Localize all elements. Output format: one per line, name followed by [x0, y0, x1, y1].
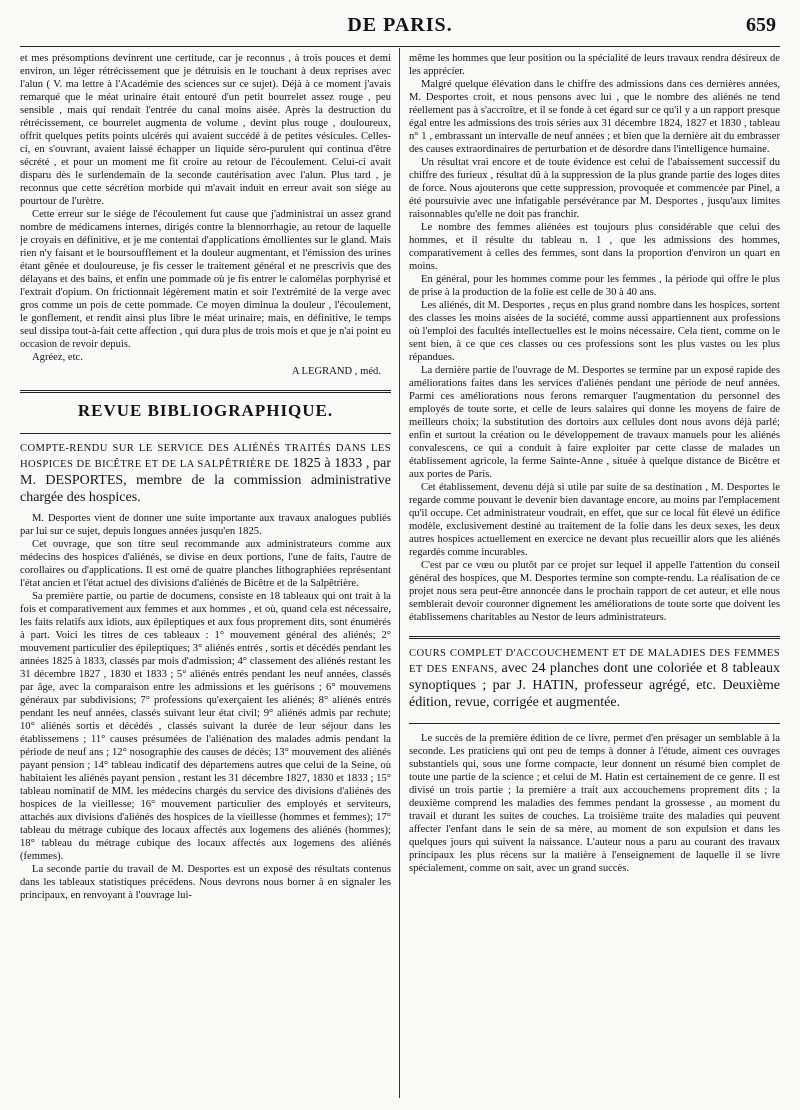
- page-number: 659: [746, 14, 776, 36]
- letter-paragraph: et mes présomptions devinrent une certitude, car je reconnus , à trois pouces et demi environ, un léger rétrécissement que je détruisis en le touchant à deux reprises avec l'alun ( V. ma lettre à l'Académie des sciences sur ce sujet). Déjà à ce moment j'avais remarqué que le méat urinaire était entouré d'un petit bourrelet assez rouge , peu sensible , mais qui rendait l'entrée du canal moins aisée. Après la destruction du rétrécissement, ce bourrelet augmenta de volume , devint plus rouge , douloureux, offrit quelques petits points ulcérés qui avaient succédé à de petites vésicules. Celles-ci, en s'ouvrant, avaient laissé échapper un liquide séro-purulent qui continua d'être sécrété , et pour un moment me fit croire au retour de l'écoulement. Celui-ci avait disparu dès le surlendemain de la seconde cautérisation avec l'alun. Plus tard , je reconnus que cette sécrétion morbide qui m'avait induit en erreur avait son siége au pourtour de l'urètre.: [20, 53, 391, 207]
- article-title-main: avec 24 planches dont une coloriée et 8 tableaux synoptiques ; par J. HATIN, professeur agrégé, etc. Deuxième édition, revue, corrigée et augmentée.: [409, 661, 780, 710]
- article-paragraph: M. Desportes vient de donner une suite importante aux travaux analogues publiés par lui sur ce sujet, depuis longues années jusqu'en 1825.: [20, 513, 391, 537]
- left-column: [20, 52, 391, 1100]
- letter-closing: Agréez, etc.: [32, 352, 83, 363]
- article-paragraph: même les hommes que leur position ou la spécialité de leurs travaux rendra désireux de les apprécier.: [409, 53, 780, 77]
- article-title-main: 1825 à 1833 , par M. DESPORTES, membre de la commission administrative chargée des hospices.: [20, 456, 391, 505]
- article-paragraph: Sa première partie, ou partie de documens, consiste en 18 tableaux qui ont trait à la fois et comparativement aux femmes et aux hommes , et où, quand cela est nécessaire, les faits relatifs aux idiots, aux épileptiques et aux fous proprement dits, sont énumérés à part. Voici les titres de ces tableaux : 1° mouvement général des aliénés; 2° mouvement particulier des épileptiques; 3° aliénés entrés , sortis et décédés pendant les années 1825 à 1833, classés par mois d'admission; 4° classement des aliénés restant les 31 décembre 1827 , 1830 et 1833 ; 5° aliénés entrés pendant les neuf années, classés par âge, avec la comparaison entre les admissions et les guérisons ; 6° mouvemens généraux par subdivisions; 7° professions qu'exerçaient les aliénés; 8° aliénés entrés pendant les neuf années, classés suivant leur état civil; 9° aliénés admis par rechute; 10° aliénés sortis et décédés , classés suivant la durée de leur séjour dans les établissemens ; 11° causes présumées de l'aliénation des malades admis pendant la période de neuf ans ; 12° nosographie des causes de décès; 13° mouvement des aliénés payant pension ; 14° tableau indicatif des départemens autres que celui de la Seine, où habitaient les aliénés payant pension , restant les 31 décembre 1827, 1830 et 1833 ; 15° tableau nominatif de MM. les médecins chargés du service des divisions d'aliénés des hospices de la vieillesse; 16° mouvement particulier des employés et serviteurs, attachés aux divisions d'aliénés des hospices de la vieillesse (hommes et femmes); 17° tableau du métrage cubique des locaux affectés aux logemens des aliénés (hommes); 18° tableau du métrage cubique des locaux affectés aux logemens des aliénés (femmes).: [20, 591, 391, 862]
- page-header: [20, 8, 780, 47]
- section-heading: REVUE BIBLIOGRAPHIQUE.: [77, 401, 334, 420]
- article-paragraph: Un résultat vrai encore et de toute évidence est celui de l'abaissement successif du chiffre des furieux , résultat dû à la suppression de la plus grande partie des loges dites de force. Nous ajouterons que cette suppression, provoquée et commencée par Pinel, a été poursuivie avec une infatigable persévérance par M. Desportes , jusqu'aux limites raisonnables qu'elle ne doit pas franchir.: [409, 157, 780, 220]
- right-column: [409, 52, 780, 1100]
- running-title: DE PARIS.: [347, 14, 453, 36]
- article-title-small: COURS COMPLET D'ACCOUCHEMENT ET DE MALADIES DES FEMMES ET DES ENFANS,: [409, 648, 780, 675]
- section-rule: [20, 390, 391, 393]
- article-paragraph: En général, pour les hommes comme pour les femmes , la période qui offre le plus de prise à la production de la folie est celle de 30 à 40 ans.: [409, 274, 780, 298]
- article-paragraph: Malgré quelque élévation dans le chiffre des admissions dans ces dernières années, M. Desportes croit, et nous pensons avec lui , que le nombre des aliénés ne tend réellement pas à s'accroître, et il se fonde à cet égard sur ce qu'il y a un rapport presque égal entre les admissions des trois séries aux 31 décembre 1824, 1827 et 1830 , tableau n° 1 , embrassant un intervalle de neuf années ; et bien que la dernière ait du embrasser des causes extraordinaires de perturbation et de désordre dans l'intelligence humaine.: [409, 79, 780, 155]
- article-paragraph: Cet ouvrage, que son titre seul recommande aux administrateurs comme aux médecins des hospices d'aliénés, se divise en deux portions, l'une de faits, l'autre de corollaires ou d'applications. Il est orné de quatre planches lithographiées représentant l'état ancien et l'état actuel des divisions d'aliénés de Bicêtre et de la Salpêtrière.: [20, 539, 391, 589]
- column-divider: [399, 48, 400, 1098]
- letter-signature: A LEGRAND , méd.: [291, 366, 381, 377]
- title-rule: [409, 723, 780, 724]
- article-paragraph: Le succès de la première édition de ce livre, permet d'en présager un semblable à la seconde. Les praticiens qui ont peu de temps à donner à l'étude, aiment ces ouvrages substantiels qui, sous une forme compacte, leur donnent un résumé bien complet de toute une partie de la science ; et celui de M. Hatin est certainement de ce genre. Il est divisé un trois partie ; la première a trait aux accouchemens proprement dits ; la deuxième comprend les maladies des femmes pendant la grossesse , au moment du travail et durant les suites de couches. La troisième traite des maladies qui peuvent affecter l'enfant dans le sein de sa mère, au moment de son expulsion et dans les quelques jours qui suivent la naissance. L'auteur nous a paru au courant des travaux principaux les plus récens sur la matière à l'enseignement de laquelle il se livre spécialement, comme on sait, avec un grand succès.: [409, 733, 780, 874]
- article-paragraph: Cet établissement, devenu déjà si utile par suite de sa destination , M. Desportes le regarde comme pouvant le devenir bien davantage encore, au moins par l'emplacement qu'il occupe. Cet administrateur voudrait, en effet, que sur ce local fût élevé un édifice modèle, exclusivement destiné au traitement de la folie dans les deux sexes, les deux autres hospices actuellement en exercice ne devant plus recueillir alors que les aliénés regardés comme incurables.: [409, 482, 780, 558]
- article-paragraph: La seconde partie du travail de M. Desportes est un exposé des résultats contenus dans les tableaux statistiques précédens. Nous devrons nous borner à en signaler les principaux, en renvoyant à l'ouvrage lui-: [20, 864, 391, 901]
- heading-rule: [20, 433, 391, 434]
- article-paragraph: Le nombre des femmes aliénées est toujours plus considérable que celui des hommes, et il résulte du tableau n. 1 , que les admissions des hommes, comparativement à celles des femmes, sont dans la proportion d'environ un quart en moins.: [409, 222, 780, 272]
- article-paragraph: La dernière partie de l'ouvrage de M. Desportes se termine par un exposé rapide des améliorations faites dans les services d'aliénés pendant une période de neuf années. Parmi ces améliorations nous ferons remarquer l'augmentation du personnel des employés de toute sorte, et celle de leurs salaires qui donne les moyens de faire de meilleurs choix; la substitution des dortoirs aux cellules dont nous avons déjà parlé; enfin et surtout la création ou le développement de travaux manuels pour les aliénés convalescens, ce qui a conduit à faire exploiter par cette classe de malades un établissement agricole, la ferme Sainte-Anne , située à quelque distance de Bicêtre et aux portes de Paris.: [409, 365, 780, 480]
- letter-paragraph: Cette erreur sur le siége de l'écoulement fut cause que j'administrai un assez grand nombre de médicamens internes, dirigés contre la blennorrhagie, au retour de laquelle je croyais en définitive, et je me contentai d'applications émollientes sur le gland. Mais rien n'y faisant et le boursoufflement et la douleur augmentant, et l'émission des urines étant gênée et douloureuse, je fis cesser le traitement général et ne prescrivis que des délayans et des bains, et enfin une pommade où je fis entrer le calomélas porphyrisé et l'extrait d'opium. On frictionnait légèrement matin et soir l'extrémité de la verge avec gros comme un pois de cette pommade. Ce moyen diminua la douleur , l'écoulement, le gonflement, et rendit ainsi plus libre le méat urinaire; mais, en définitive, le temps seul dissipa tout-à-fait cette affection , qui dura plus de trois mois et que je n'ai point eu occasion de revoir depuis.: [20, 209, 391, 350]
- article-rule: [409, 636, 780, 639]
- article-title: [409, 647, 780, 711]
- article-title: [20, 442, 391, 506]
- article-paragraph: Les aliénés, dit M. Desportes , reçus en plus grand nombre dans les hospices, sortent des classes les moins aisées de la société, comme aussi appartiennent aux professions où l'emploi des facultés intellectuelles est le moins nécessaire. Cela tient, comme on le sent bien, à ce que ces classes ou ces professions sont les plus vastes ou les plus répandues.: [409, 300, 780, 363]
- article-paragraph: C'est par ce vœu ou plutôt par ce projet sur lequel il appelle l'attention du conseil général des hospices, que M. Desportes termine son compte-rendu. La réalisation de ce projet nous sera peut-être annoncée dans le prochain rapport de cet auteur, et elle nous semblerait devoir couronner dignement les améliorations de toute sorte que doivent les établissemens charitables au Nestor de leurs administrateurs.: [409, 560, 780, 623]
- article-title-small: COMPTE-RENDU SUR LE SERVICE DES ALIÉNÉS TRAITÉS DANS LES HOSPICES DE BICÊTRE ET DE LA SALPÊTRIÈRE DE: [20, 443, 391, 470]
